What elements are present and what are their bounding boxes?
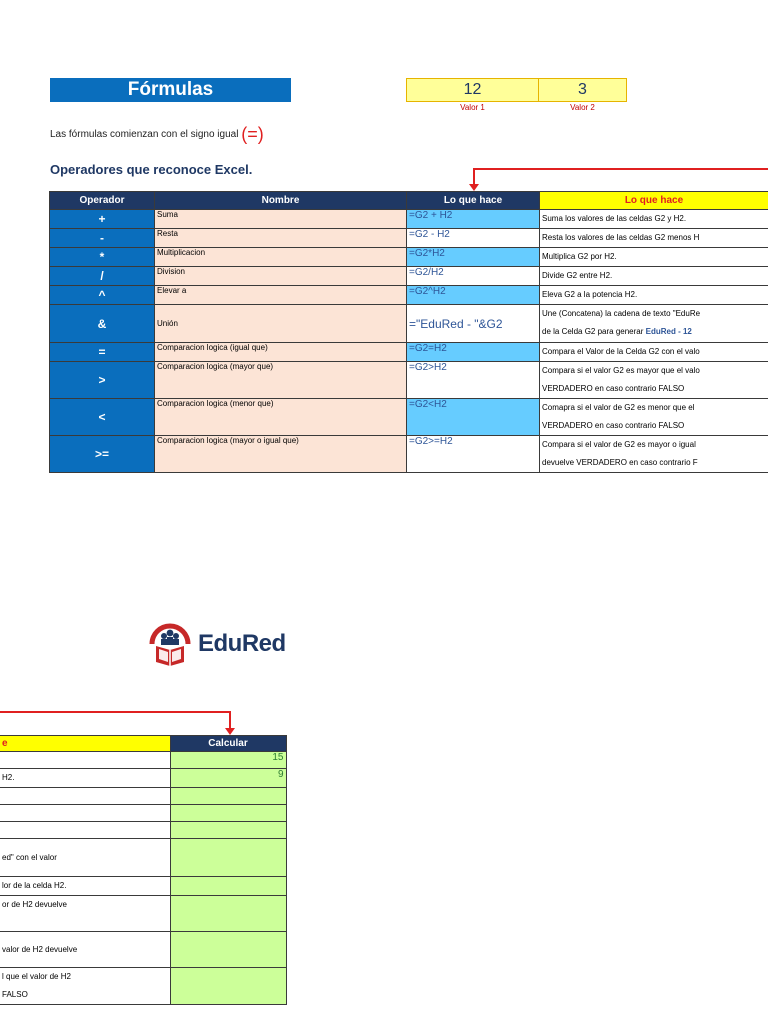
operator-cell[interactable]: &	[50, 305, 155, 343]
description-line: VERDADERO en caso contrario FALSO	[542, 384, 685, 393]
calc-desc-line: l que el valor de H2	[2, 972, 71, 981]
name-cell[interactable]: Comparacion logica (mayor que)	[155, 362, 407, 399]
calc-desc-cell[interactable]	[0, 788, 170, 805]
table-row	[0, 968, 286, 1005]
operator-cell[interactable]: /	[50, 267, 155, 286]
calc-result-cell[interactable]	[170, 822, 286, 839]
formula-cell[interactable]: =G2^H2	[407, 286, 540, 305]
formula-cell[interactable]: =G2 - H2	[407, 229, 540, 248]
description-line: devuelve VERDADERO en caso contrario F	[542, 458, 698, 467]
calc-result-cell[interactable]	[170, 805, 286, 822]
calc-header-calcular: Calcular	[170, 736, 286, 752]
calc-desc-line: FALSO	[2, 990, 28, 999]
table-row	[50, 229, 768, 248]
table-row	[50, 362, 768, 399]
calc-result-cell[interactable]: 15	[170, 752, 286, 769]
calc-desc-cell[interactable]	[0, 752, 170, 769]
description-cell[interactable]: Resta los valores de las celdas G2 menos H	[540, 229, 768, 248]
calc-result-cell[interactable]	[170, 896, 286, 932]
arrow-line	[473, 168, 768, 170]
table-row	[50, 210, 768, 229]
table-header-row	[50, 192, 768, 210]
table-row	[0, 769, 286, 788]
value-2-cell[interactable]: 3	[538, 78, 627, 102]
description-cell[interactable]	[540, 399, 768, 436]
calc-result-cell[interactable]	[170, 877, 286, 896]
calc-desc-cell[interactable]	[0, 822, 170, 839]
operator-cell[interactable]: =	[50, 343, 155, 362]
table-row	[0, 822, 286, 839]
calc-header-row	[0, 736, 286, 752]
calc-desc-cell[interactable]	[0, 968, 170, 1005]
calc-result-cell[interactable]	[170, 932, 286, 968]
table-row	[50, 343, 768, 362]
operator-cell[interactable]: <	[50, 399, 155, 436]
description-cell[interactable]: Multiplica G2 por H2.	[540, 248, 768, 267]
calc-desc-cell[interactable]: or de H2 devuelve	[0, 896, 170, 932]
name-cell[interactable]: Comparacion logica (mayor o igual que)	[155, 436, 407, 473]
header-operador: Operador	[50, 192, 155, 210]
name-cell[interactable]: Elevar a	[155, 286, 407, 305]
operator-cell[interactable]: ^	[50, 286, 155, 305]
table-row	[50, 436, 768, 473]
description-line: VERDADERO en caso contrario FALSO	[542, 421, 685, 430]
page-title: Fórmulas	[50, 78, 291, 102]
name-cell[interactable]: Comparacion logica (igual que)	[155, 343, 407, 362]
calc-desc-cell[interactable]	[0, 805, 170, 822]
description-cell[interactable]: Divide G2 entre H2.	[540, 267, 768, 286]
table-row	[50, 399, 768, 436]
formula-cell[interactable]: =G2 + H2	[407, 210, 540, 229]
description-cell[interactable]: Compara el Valor de la Celda G2 con el valo	[540, 343, 768, 362]
table-row	[0, 896, 286, 932]
operator-cell[interactable]: *	[50, 248, 155, 267]
name-cell[interactable]: Resta	[155, 229, 407, 248]
name-cell[interactable]: Comparacion logica (menor que)	[155, 399, 407, 436]
table-row	[0, 752, 286, 769]
table-row	[50, 267, 768, 286]
calc-result-cell[interactable]	[170, 968, 286, 1005]
calc-result-cell[interactable]: 9	[170, 769, 286, 788]
header-lo-que-hace: Lo que hace	[407, 192, 540, 210]
description-line: Une (Concatena) la cadena de texto "EduRe	[542, 309, 701, 318]
description-cell[interactable]: Suma los valores de las celdas G2 y H2.	[540, 210, 768, 229]
calc-desc-cell[interactable]: valor de H2 devuelve	[0, 932, 170, 968]
table-row	[0, 932, 286, 968]
calc-header-left: e	[0, 736, 170, 752]
arrow-line	[0, 711, 231, 713]
description-cell[interactable]	[540, 305, 768, 343]
calc-result-cell[interactable]	[170, 839, 286, 877]
table-row	[50, 305, 768, 343]
formula-cell[interactable]: ="EduRed - "&G2	[407, 305, 540, 343]
operator-cell[interactable]: >=	[50, 436, 155, 473]
intro-text	[50, 124, 264, 145]
formula-cell[interactable]: =G2/H2	[407, 267, 540, 286]
value-1-cell[interactable]: 12	[406, 78, 539, 102]
formula-cell[interactable]: =G2*H2	[407, 248, 540, 267]
name-cell[interactable]: Suma	[155, 210, 407, 229]
header-nombre: Nombre	[155, 192, 407, 210]
name-cell[interactable]: Division	[155, 267, 407, 286]
formula-cell[interactable]: =G2>H2	[407, 362, 540, 399]
arrow-down-icon	[469, 184, 479, 191]
name-cell[interactable]: Unión	[155, 305, 407, 343]
description-cell[interactable]	[540, 436, 768, 473]
table-row	[50, 248, 768, 267]
table-row	[0, 839, 286, 877]
logo-text: EduRed	[198, 630, 286, 657]
intro-sentence: Las fórmulas comienzan con el signo igual	[50, 129, 239, 141]
calc-table	[0, 735, 287, 1005]
description-line: Compara si el valor de G2 es mayor o igual	[542, 440, 696, 449]
operator-cell[interactable]: >	[50, 362, 155, 399]
calc-desc-cell[interactable]: lor de la celda H2.	[0, 877, 170, 896]
value-1-label: Valor 1	[460, 103, 485, 112]
description-cell[interactable]: Eleva G2 a la potencia H2.	[540, 286, 768, 305]
equals-symbol: (=)	[241, 124, 264, 144]
value-2-label: Valor 2	[570, 103, 595, 112]
description-line: Compara si el valor G2 es mayor que el valo	[542, 366, 700, 375]
description-line	[542, 323, 766, 341]
table-row	[50, 286, 768, 305]
description-text: de la Celda G2 para generar	[542, 327, 646, 336]
operator-cell[interactable]: +	[50, 210, 155, 229]
table-row	[0, 877, 286, 896]
name-cell[interactable]: Multiplicacion	[155, 248, 407, 267]
section-subtitle: Operadores que reconoce Excel.	[50, 162, 253, 177]
calc-desc-cell[interactable]: H2.	[0, 769, 170, 788]
arrow-down-icon	[225, 728, 235, 735]
description-cell[interactable]	[540, 362, 768, 399]
operator-cell[interactable]: -	[50, 229, 155, 248]
calc-desc-cell[interactable]: ed" con el valor	[0, 839, 170, 877]
description-line: Comapra si el valor de G2 es menor que el	[542, 403, 695, 412]
formula-cell[interactable]: =G2<H2	[407, 399, 540, 436]
formula-cell[interactable]: =G2>=H2	[407, 436, 540, 473]
formula-cell[interactable]: =G2=H2	[407, 343, 540, 362]
description-highlight: EduRed - 12	[645, 327, 692, 336]
calc-result-cell[interactable]	[170, 788, 286, 805]
table-row	[0, 788, 286, 805]
operators-table	[49, 191, 768, 473]
header-lo-que-hace-2: Lo que hace	[540, 192, 768, 210]
table-row	[0, 805, 286, 822]
